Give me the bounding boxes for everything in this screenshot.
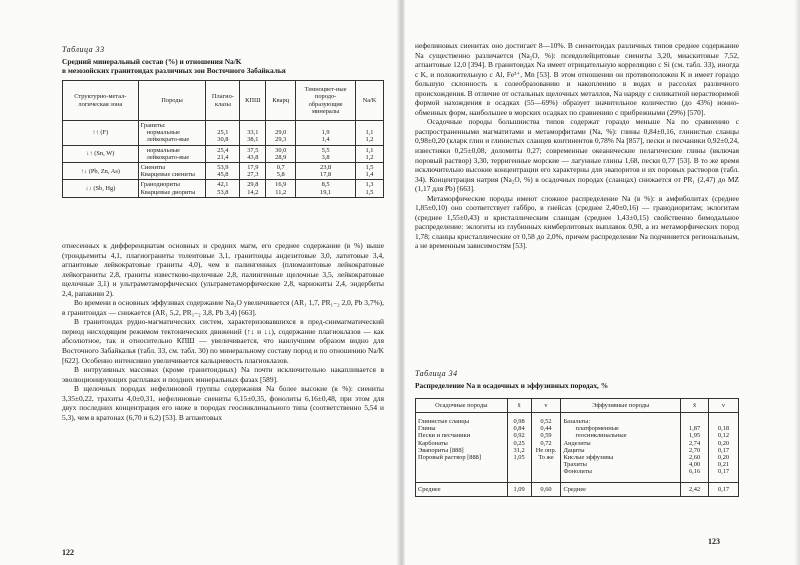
t33-plag-value: 25,4 xyxy=(217,146,229,154)
table-34 xyxy=(415,398,739,497)
t33-nak-cell xyxy=(356,163,384,180)
left-body-text xyxy=(62,241,384,422)
t34-value: Эвапориты [888] xyxy=(418,446,464,454)
t33-kpsh-value: 37,5 xyxy=(247,146,259,154)
t33-dark-value: 23,8 xyxy=(320,164,332,172)
t33-rock-value: нормальные xyxy=(146,129,180,137)
t33-nak-value: 1,2 xyxy=(365,136,374,144)
t33-nak-value xyxy=(358,122,381,129)
t34-value: Базальты: xyxy=(563,418,591,425)
t34-value: Глины xyxy=(418,425,436,433)
t33-kpsh-value: 17,9 xyxy=(247,164,259,172)
t34-value: 0,84 xyxy=(513,425,525,433)
t33-plag-value: 21,4 xyxy=(217,153,229,161)
t34-value: Андезиты xyxy=(563,439,591,447)
t33-kpsh-value: 38,1 xyxy=(247,136,259,144)
t34-value: 0,20 xyxy=(717,454,730,461)
t34-value: 31,2 xyxy=(513,446,525,454)
t33-plag-value: 53,8 xyxy=(217,188,229,196)
right-paragraph: Метаморфические породы имеют сложное распределение Na (в %): в амфиболитах (среднее 1,85±0,10) оно соответствует габбро, в гнейсах (среднее 2,40±0,16) — гранодиоритам; эклогитам (среднее 1,55±0,43) и кристаллическим сланцам (среднее 1,43±0,15) свойственно бимодальное распределение: эклогиты из глубинных кимберлитовых выплавок 0,90, а из метаморфических пород 1,78; сланцы кристаллические от 0,58 до 2,0%, причем распределение Na подчиняется региональным, а не временным зависимостям [53]. xyxy=(415,193,739,251)
t34-value: 1,95 xyxy=(688,432,701,440)
t34-header-x2: x̄ xyxy=(681,399,709,413)
t33-kpsh-cell xyxy=(240,180,266,197)
t33-nak-cell xyxy=(356,145,384,162)
t33-quartz-value: 29,0 xyxy=(275,129,287,137)
right-page xyxy=(405,0,800,565)
t34-value: 0,20 xyxy=(717,439,730,447)
t34-value: 0,52 xyxy=(540,418,552,425)
t33-nak-value: 1,1 xyxy=(365,129,374,137)
t33-quartz-cell xyxy=(266,121,296,146)
t34-value: 0,18 xyxy=(717,425,730,433)
page-number-left: 122 xyxy=(62,548,74,557)
t33-zone: ↑↓ (Pb, Zn, As) xyxy=(63,163,139,180)
t34-value: 0,98 xyxy=(513,418,525,425)
t34-avg-x-eff: 2,42 xyxy=(681,483,709,497)
t33-rock-cell xyxy=(138,145,206,162)
t33-dark-cell xyxy=(296,163,356,180)
t33-dark-value: 5,5 xyxy=(321,146,330,154)
book-gutter xyxy=(397,0,405,565)
t33-nak-cell xyxy=(356,180,384,197)
t34-value: геосинклинальные xyxy=(575,432,627,440)
t34-value: 0,72 xyxy=(540,439,552,447)
t34-value: Фонолиты xyxy=(563,468,592,476)
t34-value: То же xyxy=(538,454,554,462)
t34-eff-names xyxy=(561,413,681,483)
t33-plag-value: 45,8 xyxy=(217,171,229,179)
t33-dark-value: 1,9 xyxy=(321,129,330,137)
t33-dark-value: 3,8 xyxy=(321,153,330,161)
t34-value: 0,21 xyxy=(717,461,730,469)
t33-plag-value: 42,1 xyxy=(217,181,229,189)
t33-quartz-value: 28,9 xyxy=(275,153,287,161)
t34-sed-v xyxy=(531,413,561,483)
t33-quartz-cell xyxy=(266,163,296,180)
t34-value: Трахиты xyxy=(563,461,587,469)
t34-value: Кислые эффузивы xyxy=(563,454,614,462)
t33-dark-cell xyxy=(296,180,356,197)
t34-value: 0,12 xyxy=(717,432,730,440)
t33-group-row xyxy=(63,145,384,162)
t33-dark-value: 17,8 xyxy=(320,171,332,179)
t34-value: 0,92 xyxy=(513,432,525,440)
t34-value: платформенные xyxy=(575,425,619,433)
t33-nak-cell xyxy=(356,121,384,146)
t33-zone: ↓↓ (Sb, Hg) xyxy=(63,180,139,197)
t33-quartz-value: 16,9 xyxy=(275,181,287,189)
t33-dark-value: 8,5 xyxy=(321,181,330,189)
t33-kpsh-value: 27,3 xyxy=(247,171,259,179)
t33-nak-value: 1,1 xyxy=(365,146,374,154)
t33-rock-cell xyxy=(138,163,206,180)
table-33-label: Таблица 33 xyxy=(62,45,105,54)
t33-kpsh-cell xyxy=(240,163,266,180)
t33-plag-value: 30,8 xyxy=(217,136,229,144)
t33-header-nak: Na/K xyxy=(356,81,384,121)
t34-value: Пески и песчаники xyxy=(418,432,471,440)
t33-plag-value: 25,1 xyxy=(217,129,229,137)
t33-rock-value: Сиениты xyxy=(140,164,166,172)
left-paragraph: В щелочных породах нефелиновой группы содержания Na более высокие (в %): сиениты 3,35±0,22, трахиты 4,0±0,31, нефелиновые сиениты 6,15±0,35, фонолиты 6,16±0,48, при этом для двух последних концентрация его ниже в породах геосинклинального типа (соответственно 5,54 и 5,3), чем в кратонах (6,70 и 6,2) [53]. В агпаитовых xyxy=(62,384,384,422)
t33-rock-value: лейкократо-вые xyxy=(146,153,190,161)
t34-value: 2,74 xyxy=(688,439,701,447)
t33-plag-value: 53,9 xyxy=(217,164,229,172)
t33-rock-cell xyxy=(138,180,206,197)
table-33-title-line-1: Средний минеральный состав (%) и отношения Na/K xyxy=(62,57,242,66)
page-edge-shadow xyxy=(794,0,800,565)
t34-sed-names xyxy=(416,413,508,483)
t33-kpsh-value: 43,8 xyxy=(247,153,259,161)
t34-header-eff: Эффузивные породы xyxy=(561,399,681,413)
t33-plag-cell xyxy=(206,121,240,146)
t34-sed-x xyxy=(507,413,531,483)
t34-avg-x-sed: 1,09 xyxy=(507,483,531,497)
t33-quartz-value: 0,7 xyxy=(276,164,285,172)
t33-quartz-value: 11,2 xyxy=(275,188,287,196)
t34-header-sed: Осадочные породы xyxy=(416,399,508,413)
t33-rock-value: Гранодиориты xyxy=(140,181,180,189)
t33-plag-value xyxy=(208,122,237,129)
t34-value: 1,87 xyxy=(688,425,701,433)
left-paragraph: В гранитоидах рудно-магматических систем, характеризовавшихся в пред-синмагматический период нисходящим режимом тектонических движений (↑↓ и ↓↓), содержание плагиоклазов — как абсолютное, так и относительно КПШ — увеличивается, что наилучшим образом видно для Восточного Забайкалья (табл. 33, см. табл. 30) по минеральному составу пород и по отношению Na/K [622]. Особенно интенсивно увеличивается кальциевость плагиоклазов. xyxy=(62,317,384,365)
t34-value: Поровый раствор [888] xyxy=(418,454,481,462)
t34-value: Дациты xyxy=(563,446,585,454)
right-paragraph: Осадочные породы большинства типов содержат гораздо меньше Na по сравнению с распространенными магматитами и метаморфитами (Na, %): глины 0,84±0,16, глинистые сланцы 0,98±0,20 (кларк глин и глинистых сланцев континентов 0,78% Na [857], пески и песчаники 0,92±0,24, известняки 0,25±0,08, доломиты 0,27; современные океанические пелагические глины (включая поровый раствор) 3,30, терригенные морские — лагунные глины 1,68, пески 0,77 [53]. В то же время исключительно высокие концентрации его характерны для эвапоритов и их поровых растворов (табл. 34). Концентрация натрия (Na₂O, %) в осадочных породах (сланцах) снижается от PR₁ (2,47) до MZ (1,17 для Pb) [663]. xyxy=(415,117,739,194)
t33-dark-value: 19,1 xyxy=(320,188,332,196)
table-33-title-line-2: в мезозойских гранитоидах различных зон Восточного Забайкалья xyxy=(62,66,286,75)
t33-group-row xyxy=(63,180,384,197)
t33-kpsh-cell xyxy=(240,121,266,146)
right-body-text xyxy=(415,41,739,251)
t34-avg-v-eff: 0,17 xyxy=(709,483,739,497)
t33-quartz-cell xyxy=(266,180,296,197)
t33-nak-value: 1,3 xyxy=(365,181,374,189)
t34-eff-v xyxy=(709,413,739,483)
t34-value: Глинистые сланцы xyxy=(418,418,470,425)
t33-nak-value: 1,2 xyxy=(365,153,374,161)
t34-value: 2,60 xyxy=(688,454,701,461)
t33-kpsh-value: 29,8 xyxy=(247,181,259,189)
t33-kpsh-value xyxy=(242,122,263,129)
t33-plag-cell xyxy=(206,163,240,180)
t33-group-row xyxy=(63,121,384,146)
t34-value: Карбонаты xyxy=(418,439,448,447)
t33-zone: ↓↑ (Sn, W) xyxy=(63,145,139,162)
t34-avg-v-sed: 0,60 xyxy=(531,483,561,497)
t34-value: Не опр. xyxy=(535,446,557,454)
t34-avg-label-eff: Среднее xyxy=(561,483,681,497)
t33-header-rocks: Породы xyxy=(138,81,206,121)
t34-header-x1: x̄ xyxy=(507,399,531,413)
t33-header-zone: Структурно-метал-логическая зона xyxy=(63,81,139,121)
t33-kpsh-cell xyxy=(240,145,266,162)
t33-rock-value: нормальные xyxy=(146,146,180,154)
table-34-label: Таблица 34 xyxy=(415,369,458,378)
table-33 xyxy=(62,80,384,198)
left-paragraph: Во времени в основных эффузивах содержание Na₂O увеличивается (AR₁ 1,7, PR₁₋₂ 2,0, Pb 3,7%), в гранитоидах — снижается (AR₁ 5,2, PR₁₋₂ 3,8, Pb 3,4) [663]. xyxy=(62,298,384,317)
t33-rock-value: Кварцевые сиениты xyxy=(140,171,195,179)
right-paragraph: нефелиновых сиенитах оно достигает 8—10%. В сиенитоидах различных типов среднее содержание Na существенно различается (Na₂O, %): псевдолейцитовые сиениты 3,20, миаскитовые 7,52, агпаитовые 12,0 [394]. В гранитоидах Na имеет отрицательную корреляцию с Si (см. табл. 33), иногда с K, и положительную с Al, Fe³⁺, Mn [53]. В этом отношении он противоположен K и имеет гораздо большую склонность к солеобразованию и накоплению в водах и рассолах различного происхождения. В отличие от остальных щелочных металлов, Na наряду с силикатной нерастворимой формой нахождения в осадках (55—69%) образует значительное количество (до 43%) ионно-обменных форм, наибольшее в морских осадках по сравнению с прибрежными (29%) [570]. xyxy=(415,41,739,117)
t33-dark-cell xyxy=(296,121,356,146)
t34-header-v2: v xyxy=(709,399,739,413)
t33-group-row xyxy=(63,163,384,180)
t33-plag-cell xyxy=(206,145,240,162)
page-number-right: 123 xyxy=(708,537,720,546)
t34-value: 4,00 xyxy=(688,461,701,469)
t33-rock-value: Кварцевые диориты xyxy=(140,188,196,196)
t33-zone: ↑↑ (F) xyxy=(63,121,139,146)
t33-nak-value: 1,5 xyxy=(365,188,374,196)
t33-dark-value: 1,4 xyxy=(321,136,330,144)
t34-value: 0,25 xyxy=(513,439,525,447)
t34-value: 0,59 xyxy=(540,432,552,440)
t33-header-dark: Темноцвет-ные породо-образующие минералы xyxy=(296,81,356,121)
t34-value xyxy=(711,418,736,425)
t34-value: 0,44 xyxy=(540,425,552,433)
t34-header-v1: v xyxy=(531,399,561,413)
t33-dark-value xyxy=(298,122,353,129)
t34-value: 0,17 xyxy=(717,468,730,476)
t33-quartz-value: 30,0 xyxy=(275,146,287,154)
t33-kpsh-value: 33,1 xyxy=(247,129,259,137)
t33-header-quartz: Кварц xyxy=(266,81,296,121)
t34-value: 1,05 xyxy=(513,454,525,462)
t34-eff-x xyxy=(681,413,709,483)
t33-rock-value: лейкократо-вые xyxy=(146,136,190,144)
t33-nak-value: 1,4 xyxy=(365,171,374,179)
t33-plag-cell xyxy=(206,180,240,197)
t33-quartz-value: 5,8 xyxy=(276,171,285,179)
table-34-title: Распределение Na в осадочных и эффузивных породах, % xyxy=(415,381,609,390)
t33-header-plag: Плагио-клазы xyxy=(206,81,240,121)
left-paragraph: отнесенных к дифференциатам основных и средних магм, его среднее содержание (в %) выше (трондьемиты 4,1, плагиограниты толеитовые 3,1, гранитоиды андезитовые 3,0, латитовые 3,4, агпаитовые лейкократовые граниты 4,0), чем в палингенных (плюмазитовые лейкократовые лейкограниты 2,8, граниты известково-щелочные 2,8, палингенные щелочные 3,5, лейкократовые щелочные 3,1) и ультраметаморфических (ультраметаморфические 2,8, чарнокиты 2,4, эндербиты 2,4, рапакиви 2). xyxy=(62,241,384,298)
t33-rock-value: Граниты: xyxy=(140,122,166,129)
t34-value xyxy=(683,418,706,425)
t33-rock-cell xyxy=(138,121,206,146)
t34-value: 2,70 xyxy=(688,446,701,454)
t34-avg-label-sed: Среднее xyxy=(416,483,508,497)
t33-quartz-cell xyxy=(266,145,296,162)
t34-value: 0,17 xyxy=(717,446,730,454)
t34-value: 6,16 xyxy=(688,468,701,476)
t33-kpsh-value: 14,2 xyxy=(247,188,259,196)
t33-dark-cell xyxy=(296,145,356,162)
t33-quartz-value: 29,3 xyxy=(275,136,287,144)
left-page xyxy=(0,0,397,565)
left-paragraph: В интрузивных массивах (кроме гранитоидных) Na почти исключительно накапливается в эволюционирующих расплавах и поздних минеральных фазах [589]. xyxy=(62,365,384,384)
t33-header-kpsh: КПШ xyxy=(240,81,266,121)
t33-quartz-value xyxy=(268,122,293,129)
t33-nak-value: 1,5 xyxy=(365,164,374,172)
